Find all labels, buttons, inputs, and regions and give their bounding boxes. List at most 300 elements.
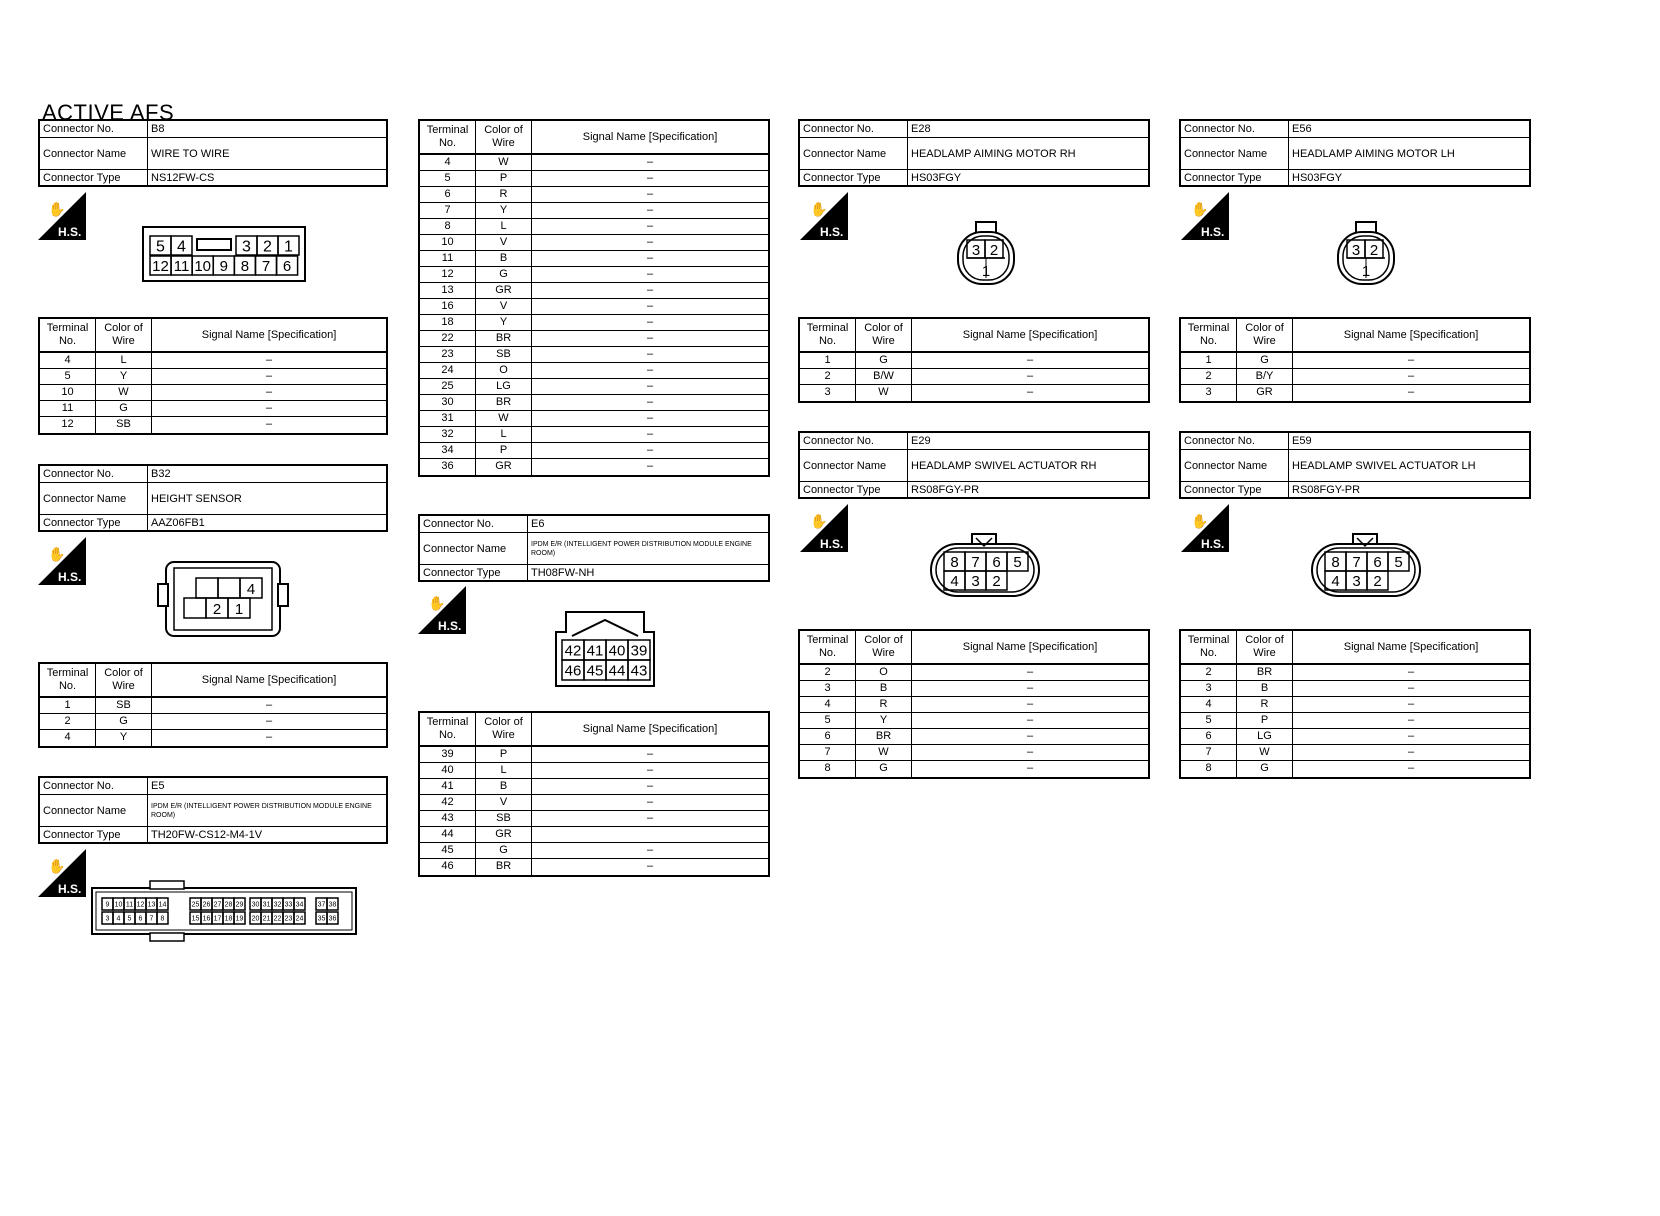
table-row	[420, 203, 768, 219]
signal-cell: –	[646, 380, 654, 392]
pin-label: 36	[328, 915, 337, 923]
harness-side-icon	[1181, 192, 1229, 240]
table-row	[1181, 745, 1529, 761]
pin-label: 3	[971, 242, 981, 259]
signal-cell: –	[646, 860, 654, 872]
table-row	[420, 779, 768, 795]
signal-cell: –	[1026, 666, 1034, 678]
connector-name-value: IPDM E/R (INTELLIGENT POWER DISTRIBUTION MODULE ENGINE ROOM)	[151, 802, 372, 819]
terminal-no-header: Terminal No.	[40, 319, 96, 351]
pin-label: 2	[263, 238, 272, 256]
wire-color-cell: GR	[1237, 385, 1293, 401]
terminal-cell: 4	[800, 697, 856, 712]
svg-text:✋: ✋	[428, 596, 446, 612]
terminal-cell: 3	[800, 385, 856, 401]
hs-label: H.S.	[58, 882, 82, 896]
table-row	[800, 665, 1148, 681]
connector-info-e5	[38, 776, 388, 844]
connector-name-label: Connector Name	[1181, 138, 1289, 169]
terminal-cell: 5	[40, 369, 96, 384]
pin-label: 6	[992, 553, 1001, 571]
table-row	[800, 369, 1148, 385]
page-title: ACTIVE AFS	[42, 100, 175, 125]
connector-type-label: Connector Type	[1181, 482, 1289, 497]
wire-color-cell: W	[476, 155, 532, 170]
pin-label: 4	[177, 238, 186, 256]
signal-cell: –	[646, 284, 654, 296]
pin-label: 5	[1013, 553, 1022, 571]
signal-cell: –	[646, 460, 654, 472]
signal-cell: –	[646, 748, 654, 760]
pin-label: 35	[317, 915, 326, 923]
table-row	[40, 698, 386, 714]
wire-color-cell: B	[476, 251, 532, 266]
table-row	[420, 283, 768, 299]
signal-cell: –	[646, 348, 654, 360]
signal-cell: –	[265, 402, 273, 414]
pin-label: 7	[261, 257, 271, 275]
wire-color-cell: BR	[476, 395, 532, 410]
pin-label: 23	[284, 915, 293, 923]
wire-color-cell: Y	[856, 713, 912, 728]
pin-label: 6	[1373, 553, 1382, 571]
table-row	[1181, 665, 1529, 681]
wire-color-cell: W	[476, 411, 532, 426]
terminal-cell: 4	[1181, 697, 1237, 712]
pin-label: 2	[1369, 242, 1379, 259]
wire-color-cell: GR	[476, 459, 532, 475]
connector-no-value: B8	[151, 123, 165, 135]
terminal-cell: 2	[800, 369, 856, 384]
pin-label: 45	[586, 662, 604, 680]
connector-info-e28	[798, 119, 1150, 187]
terminal-cell: 16	[420, 299, 476, 314]
terminal-cell: 36	[420, 459, 476, 475]
table-row	[800, 745, 1148, 761]
signal-cell: –	[646, 812, 654, 824]
connector-info-e59	[1179, 431, 1531, 499]
table-row	[420, 443, 768, 459]
wire-color-cell: G	[476, 843, 532, 858]
table-row	[1181, 761, 1529, 777]
pin-label: 1	[981, 263, 991, 280]
signal-cell: –	[646, 428, 654, 440]
hs-label: H.S.	[820, 537, 844, 551]
connector-no-label: Connector No.	[40, 778, 148, 794]
connector-name-label: Connector Name	[1181, 450, 1289, 481]
terminal-cell: 2	[40, 714, 96, 729]
terminal-cell: 7	[420, 203, 476, 218]
table-row	[40, 353, 386, 369]
wire-color-cell: L	[476, 763, 532, 778]
table-row	[420, 347, 768, 363]
connector-type-label: Connector Type	[40, 170, 148, 185]
pin-label: 1	[1361, 263, 1371, 280]
signal-cell: –	[646, 268, 654, 280]
pin-label: 12	[152, 257, 169, 275]
pin-table-e59	[1179, 629, 1531, 779]
pin-label: 9	[219, 257, 228, 275]
wire-color-cell: BR	[476, 331, 532, 346]
terminal-no-header: Terminal No.	[800, 631, 856, 663]
connector-name-label: Connector Name	[40, 138, 148, 169]
pin-label: 14	[158, 901, 167, 909]
connector-face-b32	[156, 560, 290, 638]
signal-cell: –	[1407, 354, 1415, 366]
color-of-wire-header: Color of Wire	[96, 664, 152, 696]
terminal-cell: 3	[1181, 385, 1237, 401]
connector-info-b8	[38, 119, 388, 187]
pin-label: 6	[138, 915, 143, 923]
signal-name-header: Signal Name [Specification]	[201, 328, 337, 341]
connector-no-label: Connector No.	[40, 121, 148, 137]
connector-no-value: B32	[151, 468, 171, 480]
wire-color-cell: LG	[476, 379, 532, 394]
pin-label: 10	[114, 901, 123, 909]
connector-info-b32	[38, 464, 388, 532]
wire-color-cell: V	[476, 795, 532, 810]
terminal-cell: 1	[40, 698, 96, 713]
signal-cell: –	[646, 780, 654, 792]
terminal-cell: 7	[1181, 745, 1237, 760]
terminal-cell: 11	[420, 251, 476, 266]
pin-label: 25	[191, 901, 200, 909]
connector-no-value: E29	[911, 435, 931, 447]
table-row	[420, 763, 768, 779]
table-row	[420, 459, 768, 475]
wire-color-cell: B/W	[856, 369, 912, 384]
pin-label: 3	[1351, 242, 1361, 259]
terminal-cell: 7	[800, 745, 856, 760]
connector-face-b8	[142, 226, 306, 282]
wire-color-cell: SB	[96, 417, 152, 433]
table-row	[800, 729, 1148, 745]
color-of-wire-header: Color of Wire	[96, 319, 152, 351]
harness-side-icon	[800, 192, 848, 240]
connector-no-label: Connector No.	[800, 433, 908, 449]
terminal-cell: 32	[420, 427, 476, 442]
terminal-no-header: Terminal No.	[420, 121, 476, 153]
connector-name-label: Connector Name	[800, 138, 908, 169]
harness-side-icon	[38, 537, 86, 585]
connector-name-value: HEIGHT SENSOR	[151, 492, 242, 505]
signal-cell: –	[1407, 386, 1415, 398]
table-row	[420, 187, 768, 203]
terminal-cell: 2	[1181, 369, 1237, 384]
signal-cell: –	[1026, 386, 1034, 398]
wire-color-cell: R	[856, 697, 912, 712]
wire-color-cell: G	[476, 267, 532, 282]
signal-cell: –	[1407, 762, 1415, 774]
table-row	[1181, 385, 1529, 401]
table-row	[40, 401, 386, 417]
terminal-cell: 46	[420, 859, 476, 875]
signal-cell: –	[1407, 746, 1415, 758]
pin-label: 33	[284, 901, 293, 909]
pin-label: 12	[136, 901, 145, 909]
wire-color-cell: B	[1237, 681, 1293, 696]
terminal-cell: 4	[420, 155, 476, 170]
wire-color-cell: R	[1237, 697, 1293, 712]
table-row	[800, 353, 1148, 369]
table-row	[420, 331, 768, 347]
table-row	[420, 411, 768, 427]
color-of-wire-header: Color of Wire	[856, 631, 912, 663]
table-row	[420, 827, 768, 843]
connector-no-label: Connector No.	[800, 121, 908, 137]
signal-cell: –	[646, 396, 654, 408]
signal-cell: –	[1407, 714, 1415, 726]
table-row	[420, 363, 768, 379]
pin-label: 10	[194, 257, 212, 275]
pin-label: 2	[992, 572, 1001, 590]
terminal-cell: 22	[420, 331, 476, 346]
wire-color-cell: Y	[96, 730, 152, 746]
signal-cell: –	[265, 354, 273, 366]
connector-name-label: Connector Name	[420, 533, 528, 564]
signal-cell: –	[1026, 746, 1034, 758]
connector-no-label: Connector No.	[420, 516, 528, 532]
terminal-cell: 42	[420, 795, 476, 810]
table-row	[800, 761, 1148, 777]
pin-label: 24	[295, 915, 304, 923]
pin-label: 8	[160, 915, 165, 923]
terminal-cell: 23	[420, 347, 476, 362]
terminal-cell: 5	[1181, 713, 1237, 728]
wire-color-cell: R	[476, 187, 532, 202]
wire-color-cell: V	[476, 299, 532, 314]
pin-label: 20	[251, 915, 260, 923]
wire-color-cell: G	[1237, 353, 1293, 368]
pin-label: 6	[282, 257, 292, 275]
table-row	[420, 427, 768, 443]
pin-label: 1	[234, 601, 244, 618]
wire-color-cell: LG	[1237, 729, 1293, 744]
pin-label: 4	[116, 915, 121, 923]
terminal-cell: 25	[420, 379, 476, 394]
terminal-no-header: Terminal No.	[420, 713, 476, 745]
pin-label: 7	[149, 915, 154, 923]
table-row	[420, 747, 768, 763]
pin-label: 43	[630, 662, 648, 680]
connector-name-label: Connector Name	[800, 450, 908, 481]
terminal-cell: 31	[420, 411, 476, 426]
table-row	[420, 235, 768, 251]
table-row	[420, 251, 768, 267]
signal-cell: –	[646, 316, 654, 328]
terminal-cell: 45	[420, 843, 476, 858]
pin-label: 19	[235, 915, 244, 923]
terminal-cell: 8	[420, 219, 476, 234]
connector-type-label: Connector Type	[800, 482, 908, 497]
terminal-cell: 6	[420, 187, 476, 202]
signal-name-header: Signal Name [Specification]	[1343, 640, 1479, 653]
wire-color-cell: W	[1237, 745, 1293, 760]
signal-cell: –	[646, 364, 654, 376]
terminal-cell: 40	[420, 763, 476, 778]
pin-label: 46	[564, 662, 582, 680]
connector-type-label: Connector Type	[1181, 170, 1289, 185]
signal-cell: –	[646, 444, 654, 456]
table-row	[1181, 681, 1529, 697]
terminal-cell: 18	[420, 315, 476, 330]
pin-table-b32	[38, 662, 388, 748]
pin-label: 5	[1394, 553, 1403, 571]
color-of-wire-header: Color of Wire	[476, 121, 532, 153]
pin-table-e6	[418, 711, 770, 877]
connector-type-label: Connector Type	[40, 827, 148, 842]
signal-cell: –	[265, 699, 273, 711]
pin-label: 5	[127, 915, 132, 923]
connector-type-value: RS08FGY-PR	[911, 483, 980, 496]
hs-label: H.S.	[438, 619, 462, 633]
pin-label: 29	[235, 901, 244, 909]
table-row	[800, 385, 1148, 401]
signal-cell: –	[1407, 730, 1415, 742]
connector-face-e28	[954, 220, 1018, 288]
signal-cell	[532, 827, 768, 842]
table-row	[40, 385, 386, 401]
harness-side-icon	[418, 586, 466, 634]
wire-color-cell: SB	[476, 347, 532, 362]
connector-info-e29	[798, 431, 1150, 499]
signal-cell: –	[646, 764, 654, 776]
svg-text:✋: ✋	[48, 202, 66, 218]
terminal-cell: 30	[420, 395, 476, 410]
wire-color-cell: V	[476, 235, 532, 250]
pin-table-main	[418, 119, 770, 477]
connector-no-value: E56	[1292, 123, 1312, 135]
table-row	[1181, 729, 1529, 745]
pin-label: 27	[213, 901, 222, 909]
pin-label: 5	[156, 238, 165, 256]
pin-label: 3	[1352, 572, 1361, 590]
color-of-wire-header: Color of Wire	[1237, 319, 1293, 351]
signal-cell: –	[1407, 682, 1415, 694]
wire-color-cell: Y	[476, 315, 532, 330]
terminal-cell: 5	[420, 171, 476, 186]
terminal-cell: 34	[420, 443, 476, 458]
pin-label: 31	[262, 901, 271, 909]
terminal-cell: 2	[1181, 665, 1237, 680]
terminal-cell: 44	[420, 827, 476, 842]
connector-face-e59	[1309, 532, 1423, 600]
connector-type-value: HS03FGY	[1292, 171, 1343, 184]
connector-no-value: E6	[531, 518, 545, 530]
signal-cell: –	[265, 370, 273, 382]
connector-name-value: WIRE TO WIRE	[151, 147, 230, 160]
signal-cell: –	[1026, 354, 1034, 366]
pin-label: 3	[105, 915, 110, 923]
signal-cell: –	[1026, 714, 1034, 726]
hs-label: H.S.	[58, 570, 82, 584]
wire-color-cell: W	[96, 385, 152, 400]
signal-name-header: Signal Name [Specification]	[1343, 328, 1479, 341]
wire-color-cell: L	[96, 353, 152, 368]
terminal-cell: 8	[1181, 761, 1237, 777]
pin-label: 4	[246, 581, 256, 598]
signal-cell: –	[646, 332, 654, 344]
connector-name-value: HEADLAMP SWIVEL ACTUATOR RH	[911, 459, 1097, 472]
table-row	[40, 417, 386, 433]
pin-label: 11	[125, 901, 134, 909]
terminal-cell: 12	[40, 417, 96, 433]
wire-color-cell: L	[476, 219, 532, 234]
connector-name-label: Connector Name	[40, 795, 148, 826]
signal-cell: –	[646, 844, 654, 856]
pin-label: 1	[284, 238, 293, 256]
table-row	[1181, 697, 1529, 713]
signal-cell: –	[646, 172, 654, 184]
terminal-cell: 6	[800, 729, 856, 744]
connector-face-e29	[928, 532, 1042, 600]
terminal-cell: 43	[420, 811, 476, 826]
signal-cell: –	[646, 796, 654, 808]
signal-name-header: Signal Name [Specification]	[962, 328, 1098, 341]
table-row	[1181, 713, 1529, 729]
terminal-cell: 4	[40, 730, 96, 746]
table-row	[420, 811, 768, 827]
wire-color-cell: B/Y	[1237, 369, 1293, 384]
pin-label: 39	[630, 642, 648, 660]
table-row	[40, 730, 386, 746]
terminal-cell: 1	[800, 353, 856, 368]
connector-type-value: HS03FGY	[911, 171, 962, 184]
connector-name-value: HEADLAMP SWIVEL ACTUATOR LH	[1292, 459, 1476, 472]
terminal-cell: 10	[420, 235, 476, 250]
signal-cell: –	[646, 156, 654, 168]
wire-color-cell: W	[856, 745, 912, 760]
pin-label: 21	[262, 915, 271, 923]
connector-no-label: Connector No.	[1181, 121, 1289, 137]
pin-label: 41	[586, 642, 604, 660]
table-row	[800, 713, 1148, 729]
signal-name-header: Signal Name [Specification]	[582, 130, 718, 143]
terminal-cell: 41	[420, 779, 476, 794]
connector-no-label: Connector No.	[1181, 433, 1289, 449]
signal-cell: –	[265, 715, 273, 727]
connector-name-value: IPDM E/R (INTELLIGENT POWER DISTRIBUTION MODULE ENGINE ROOM)	[531, 540, 752, 557]
table-row	[420, 315, 768, 331]
pin-label: 7	[971, 553, 980, 571]
pin-label: 15	[191, 915, 200, 923]
pin-label: 7	[1352, 553, 1361, 571]
connector-type-value: AAZ06FB1	[151, 516, 205, 529]
connector-type-value: TH20FW-CS12-M4-1V	[151, 828, 263, 841]
signal-cell: –	[1407, 698, 1415, 710]
signal-cell: –	[1026, 682, 1034, 694]
connector-type-value: TH08FW-NH	[531, 566, 595, 579]
pin-table-e56	[1179, 317, 1531, 403]
color-of-wire-header: Color of Wire	[476, 713, 532, 745]
svg-text:✋: ✋	[1191, 514, 1209, 530]
connector-name-value: HEADLAMP AIMING MOTOR RH	[911, 147, 1076, 160]
terminal-no-header: Terminal No.	[800, 319, 856, 351]
svg-text:✋: ✋	[48, 547, 66, 563]
wire-color-cell: L	[476, 427, 532, 442]
wire-color-cell: P	[476, 171, 532, 186]
connector-type-label: Connector Type	[800, 170, 908, 185]
signal-cell: –	[1407, 666, 1415, 678]
wire-color-cell: G	[96, 401, 152, 416]
pin-label: 8	[1331, 553, 1340, 571]
pin-label: 22	[273, 915, 282, 923]
connector-name-value: HEADLAMP AIMING MOTOR LH	[1292, 147, 1455, 160]
pin-label: 44	[608, 662, 626, 680]
wire-color-cell: SB	[96, 698, 152, 713]
signal-name-header: Signal Name [Specification]	[582, 722, 718, 735]
pin-label: 11	[173, 257, 190, 275]
